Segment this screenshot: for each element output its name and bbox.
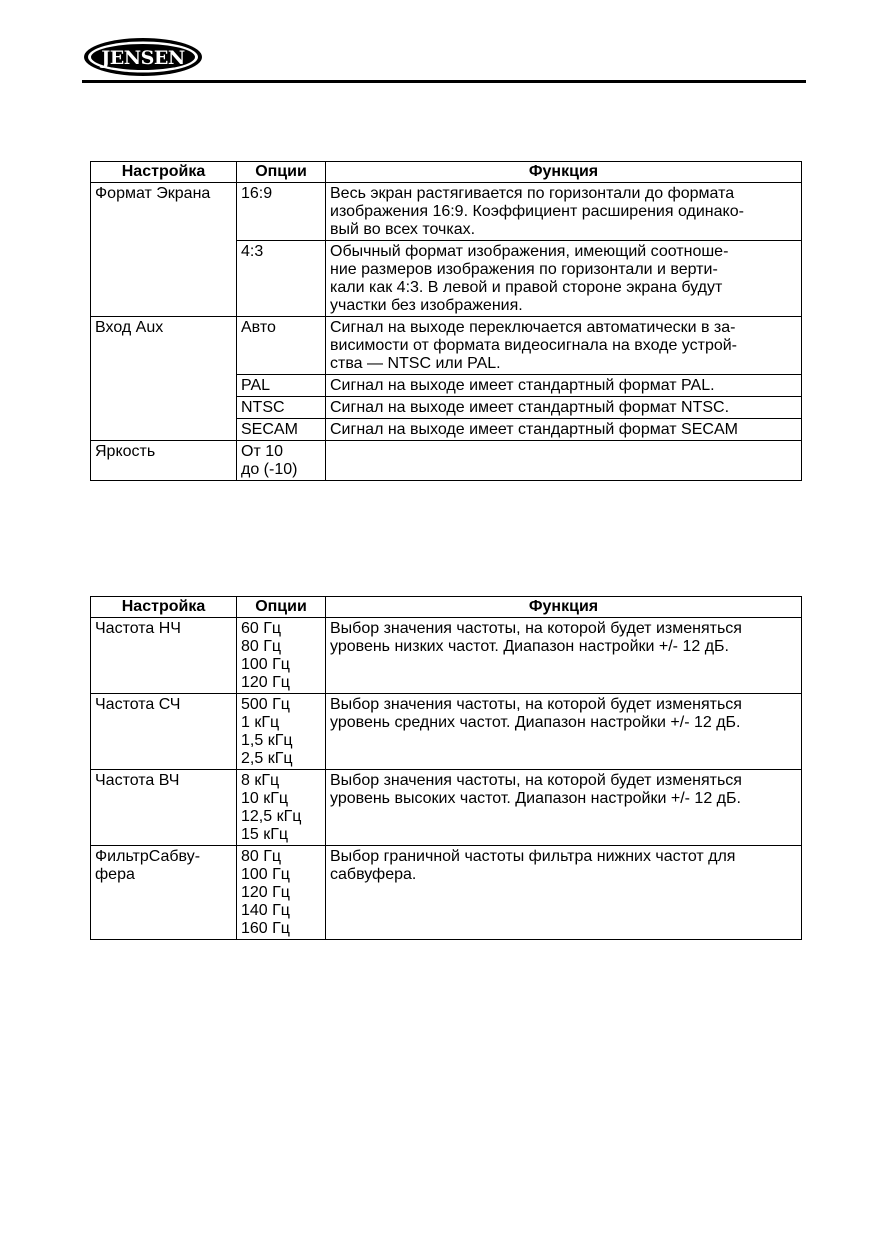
setting-cell: ФильтрСабву- фера xyxy=(91,846,237,940)
jensen-logo xyxy=(82,36,204,78)
option-cell: От 10 до (-10) xyxy=(237,441,326,481)
function-cell: Выбор значения частоты, на которой будет изменяться уровень низких частот. Диапазон настройки +/- 12 дБ. xyxy=(326,618,802,694)
setting-cell: Яркость xyxy=(91,441,237,481)
setting-cell: Частота НЧ xyxy=(91,618,237,694)
table-row xyxy=(91,441,802,481)
function-cell: Сигнал на выходе имеет стандартный формат NTSC. xyxy=(326,397,802,419)
table-row xyxy=(91,694,802,770)
svg-text:JENSEN: JENSEN xyxy=(101,47,185,69)
option-cell: 60 Гц 80 Гц 100 Гц 120 Гц xyxy=(237,618,326,694)
option-cell: Авто xyxy=(237,317,326,375)
option-cell: 4:3 xyxy=(237,241,326,317)
function-cell xyxy=(326,441,802,481)
table-row xyxy=(91,846,802,940)
table-row xyxy=(91,770,802,846)
option-cell: 16:9 xyxy=(237,183,326,241)
function-cell: Выбор значения частоты, на которой будет изменяться уровень средних частот. Диапазон настройки +/- 12 дБ. xyxy=(326,694,802,770)
function-cell: Обычный формат изображения, имеющий соотноше- ние размеров изображения по горизонтали и верти- кали как 4:3. В левой и правой стороне экрана будут участки без изображения. xyxy=(326,241,802,317)
function-cell: Весь экран растягивается по горизонтали до формата изображения 16:9. Коэффициент расширения одинако- вый во всех точках. xyxy=(326,183,802,241)
column-header: Настройка xyxy=(91,597,237,618)
option-cell: 500 Гц 1 кГц 1,5 кГц 2,5 кГц xyxy=(237,694,326,770)
function-cell: Выбор значения частоты, на которой будет изменяться уровень высоких частот. Диапазон настройки +/- 12 дБ. xyxy=(326,770,802,846)
column-header: Функция xyxy=(326,162,802,183)
setting-cell: Частота ВЧ xyxy=(91,770,237,846)
table-header-row xyxy=(91,597,802,618)
option-cell: 80 Гц 100 Гц 120 Гц 140 Гц 160 Гц xyxy=(237,846,326,940)
column-header: Настройка xyxy=(91,162,237,183)
function-cell: Сигнал на выходе имеет стандартный формат SECAM xyxy=(326,419,802,441)
header-rule xyxy=(82,80,806,83)
setting-cell: Формат Экрана xyxy=(91,183,237,317)
column-header: Опции xyxy=(237,162,326,183)
function-cell: Сигнал на выходе переключается автоматически в за- висимости от формата видеосигнала на входе устрой- ства — NTSC или PAL. xyxy=(326,317,802,375)
option-cell: NTSC xyxy=(237,397,326,419)
option-cell: PAL xyxy=(237,375,326,397)
table-row xyxy=(91,618,802,694)
table-row xyxy=(91,183,802,241)
option-cell: 8 кГц 10 кГц 12,5 кГц 15 кГц xyxy=(237,770,326,846)
function-cell: Выбор граничной частоты фильтра нижних частот для сабвуфера. xyxy=(326,846,802,940)
setting-cell: Частота СЧ xyxy=(91,694,237,770)
setting-cell: Вход Aux xyxy=(91,317,237,441)
audio-settings-table xyxy=(90,596,802,940)
function-cell: Сигнал на выходе имеет стандартный формат PAL. xyxy=(326,375,802,397)
table-header-row xyxy=(91,162,802,183)
option-cell: SECAM xyxy=(237,419,326,441)
column-header: Опции xyxy=(237,597,326,618)
table-row xyxy=(91,317,802,375)
column-header: Функция xyxy=(326,597,802,618)
video-settings-table xyxy=(90,161,802,481)
